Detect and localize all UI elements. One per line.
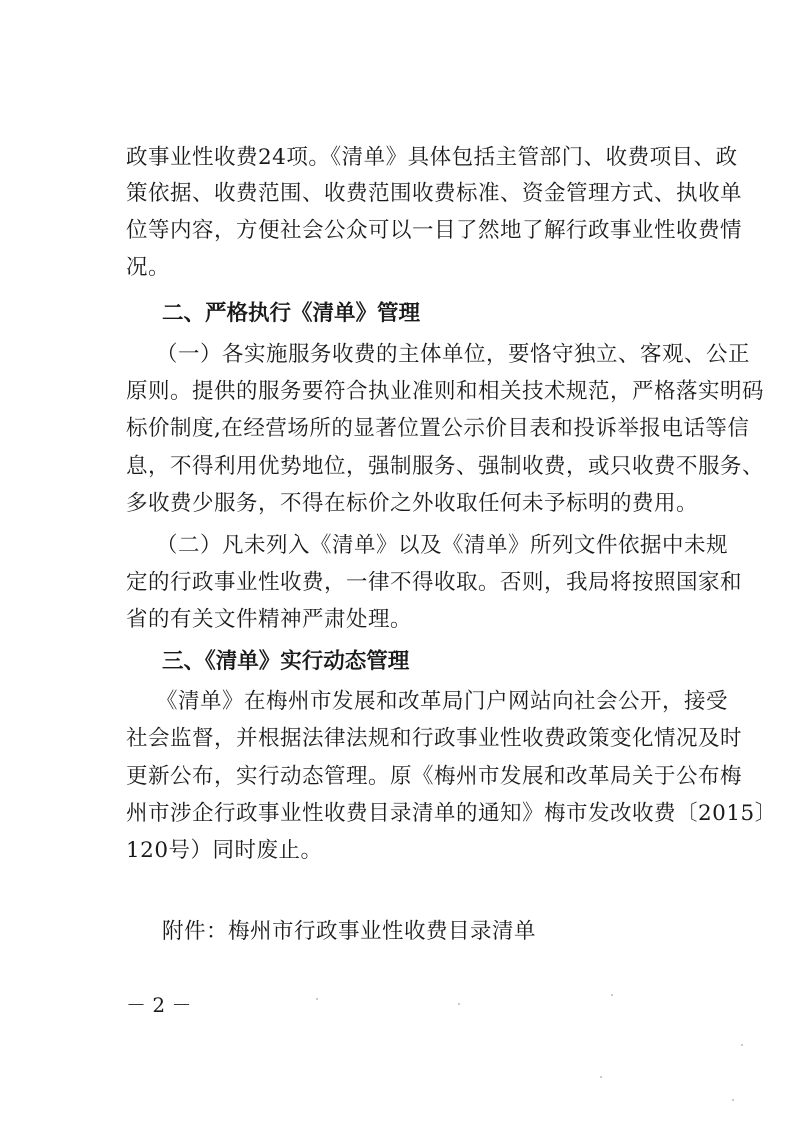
intro-line-3: 位等内容，方便社会公众可以一目了然地了解行政事业性收费情 [126, 218, 743, 243]
section-3-line-2: 社会监督，并根据法律法规和行政事业性收费政策变化情况及时 [126, 726, 743, 751]
attachment-line: 附件：梅州市行政事业性收费目录清单 [162, 919, 537, 944]
scan-speck [741, 1044, 743, 1046]
section-2-item-1-line-4: 息，不得利用优势地位，强制服务、强制收费，或只收费不服务、 [126, 454, 765, 479]
section-2-item-1-line-5: 多收费少服务，不得在标价之外收取任何未予标明的费用。 [126, 491, 699, 516]
section-3-line-3: 更新公布，实行动态管理。原《梅州市发展和改革局关于公布梅 [126, 764, 743, 789]
section-3-line-1: 《清单》在梅州市发展和改革局门户网站向社会公开，接受 [156, 689, 729, 714]
section-2-item-1-line-3: 标价制度,在经营场所的显著位置公示价目表和投诉举报电话等信 [126, 416, 750, 441]
page-number: － 2 － [126, 993, 192, 1017]
section-2-item-2-line-1: （二）凡未列入《清单》以及《清单》所列文件依据中未规 [156, 533, 729, 558]
section-3-line-4: 州市涉企行政事业性收费目录清单的通知》梅市发改收费〔2015〕 [126, 801, 777, 826]
section-3-heading: 三、《清单》实行动态管理 [162, 649, 410, 674]
scan-speck [732, 1099, 734, 1101]
section-2-item-1-line-1: （一）各实施服务收费的主体单位，要恪守独立、客观、公正 [156, 342, 751, 367]
section-2-item-2-line-3: 省的有关文件精神严肃处理。 [126, 607, 413, 632]
intro-line-1: 政事业性收费24项。《清单》具体包括主管部门、收费项目、政 [126, 145, 738, 170]
section-2-item-2-line-2: 定的行政事业性收费，一律不得收取。否则，我局将按照国家和 [126, 570, 743, 595]
scan-speck [458, 1003, 460, 1005]
scan-speck [600, 1076, 602, 1078]
intro-line-4: 况。 [126, 255, 171, 280]
intro-line-2: 策依据、收费范围、收费范围收费标准、资金管理方式、执收单 [126, 181, 743, 206]
scan-speck [316, 998, 318, 1000]
scan-speck [611, 994, 613, 996]
section-2-item-1-line-2: 原则。提供的服务要符合执业准则和相关技术规范，严格落实明码 [126, 379, 765, 404]
section-3-line-5: 120号）同时废止。 [126, 838, 323, 863]
section-2-heading: 二、严格执行《清单》管理 [162, 301, 421, 326]
